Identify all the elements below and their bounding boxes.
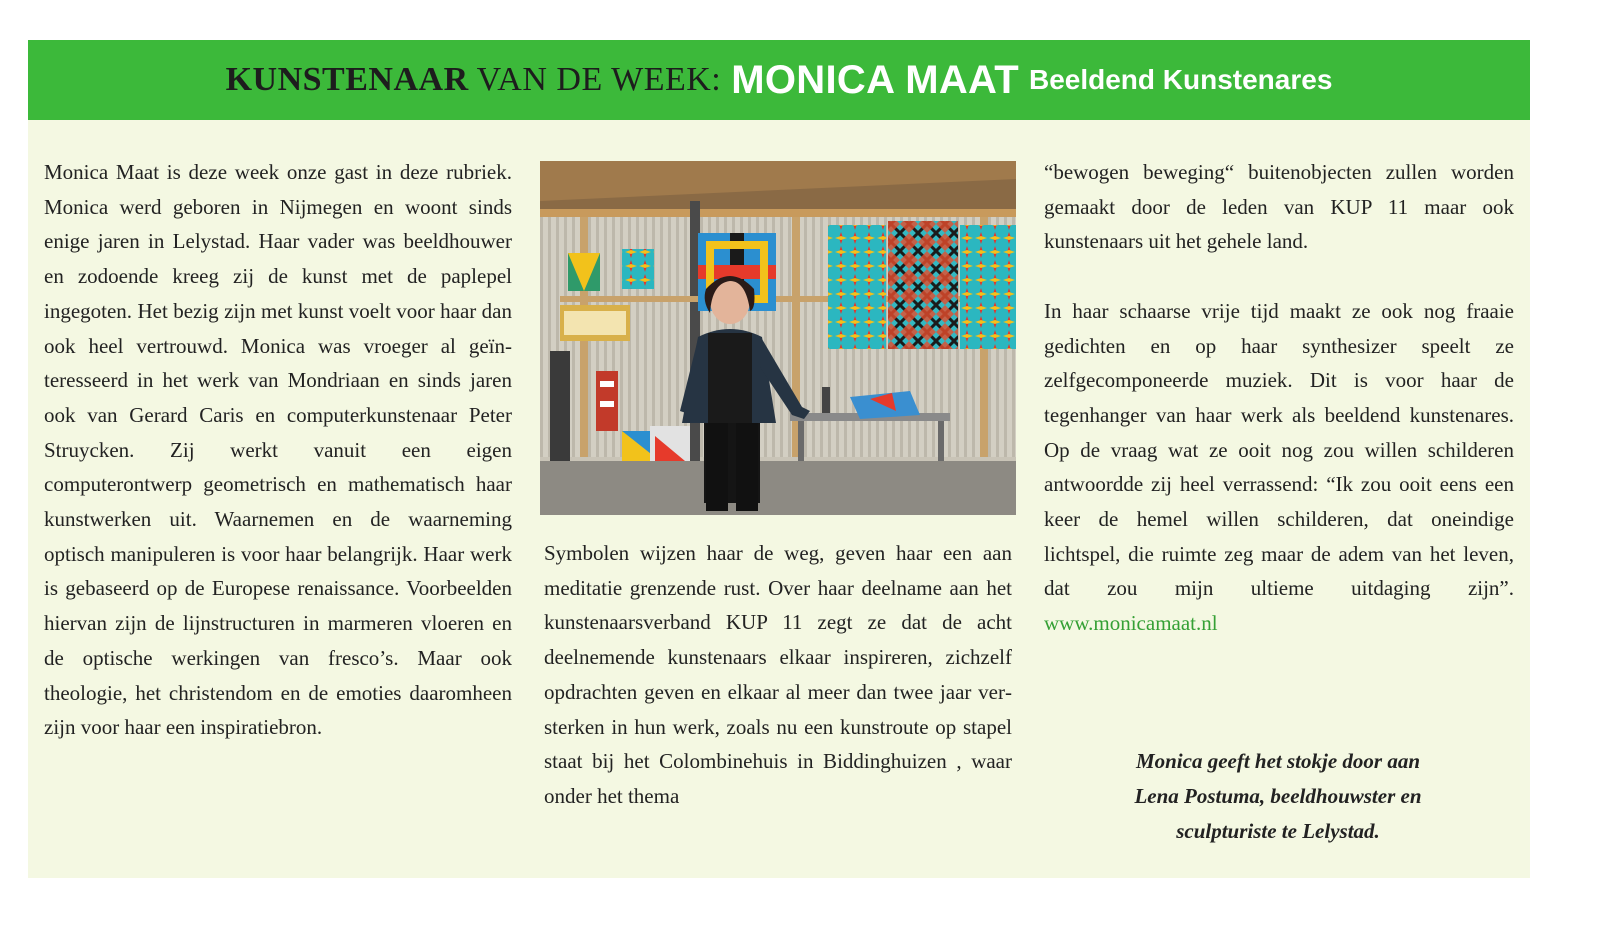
body-paragraph: Symbolen wijzen haar de weg, geven haar een aan meditatie grenzende rust. Over haar deelname aan het kunstenaarsverband KUP 11 zegt ze dat de acht deelnemende kunstenaars elkaar inspireren, zichzelf opdrachten geven en elkaar al meer dan twee jaar versterken in hun werk, zoals nu een kunstroute op stapel staat bij het Colombinehuis in Biddinghuizen , waar onder het thema [544,541,1012,808]
headline-kicker: KUNSTENAAR [225,61,469,98]
column-middle [544,536,1012,814]
body-paragraph: “bewogen beweging“ buitenobjecten zullen worden gemaakt door de leden van KUP 11 maar ook kunstenaars uit het gehele land. [1044,160,1514,254]
handover-line: Monica geeft het stokje door aan [1135,749,1421,773]
article [28,40,1530,878]
handover-line: Lena Postuma, beeldhouwster en [1134,784,1422,808]
handover-line: sculpturiste te Lelystad. [1176,819,1380,843]
artist-role: Beeldend Kunstenares [1028,64,1333,95]
headline-kicker-rest: VAN DE WEEK: [476,61,722,98]
column-right [1044,155,1514,641]
body-text: In haar schaarse vrije tijd maakt ze ook nog fraaie gedichten en op haar synthesizer speelt ze zelfgecomponeerde muziek. Dit is voor haar de tegenhanger van haar werk als beeldend kunstenares. Op de vraag wat ze ooit nog zou willen schilderen antwoordde zij heel verrassend: “Ik zou ooit eens een keer de hemel willen schilderen, dat oneindige lichtspel, die ruimte zeg maar de adem van het leven, dat zou mijn ultieme uitdaging zijn”. [1044,298,1514,601]
website-link[interactable]: www.monicamaat.nl [1044,611,1218,636]
headline-banner [28,40,1530,120]
handover-note [1058,744,1498,849]
artist-name: MONICA MAAT [731,57,1019,102]
artist-photo [540,161,1016,515]
body-paragraph [1044,294,1514,641]
body-paragraph: Monica Maat is deze week onze gast in deze rubriek. Monica werd geboren in Nijmegen en woont sinds enige jaren in Lelystad. Haar vader was beeldhouwer en zodoende kreeg zij de kunst met de paplepel ingegoten. Het bezig zijn met kunst voelt voor haar dan ook heel vertrouwd. Monica was vroeger al geïnteresseerd in het werk van Mondriaan en sinds jaren ook van Gerard Caris en computerkunstenaar Peter Struycken. Zij werkt vanuit een eigen computerontwerp geometrisch en mathematisch haar kunstwerken uit. Waarnemen en de waarneming optisch manipuleren is voor haar belangrijk. Haar werk is gebaseerd op de Europese renaissance. Voorbeelden hiervan zijn de lijnstructuren in marmeren vloeren en de optische werkingen van fresco’s. Maar ook theologie, het christendom en de emoties daaromheen zijn voor haar een inspiratiebron. [44,160,512,740]
column-left [44,155,512,745]
